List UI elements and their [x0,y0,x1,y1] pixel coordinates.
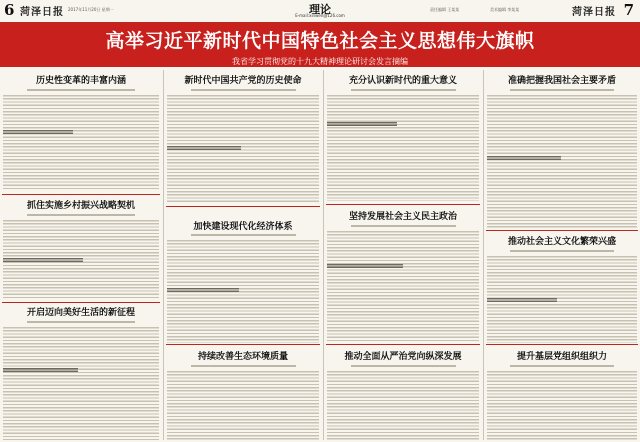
section-rule [486,344,638,345]
article-subheading [487,298,557,303]
article-byline [488,89,636,92]
article-subheading [3,368,78,373]
article-body [327,371,479,440]
article-byline [4,321,158,324]
section-rule [166,344,320,345]
section-rule [166,206,320,207]
article-subheading [3,258,83,263]
section-rule [486,230,638,231]
article-body [167,371,319,440]
article-byline [168,234,318,237]
section-rule [2,302,160,303]
article-byline [168,365,318,368]
article-body [327,231,479,343]
right-page-number: 7 [623,1,634,19]
article-body [327,95,479,201]
article-title: 坚持发展社会主义民主政治 [348,212,457,222]
article-title: 充分认识新时代的重大意义 [348,76,457,86]
article-title: 加快建设现代化经济体系 [193,222,293,232]
column-3 [324,68,482,442]
article-subheading [327,264,403,269]
masthead-right: 菏泽日报 [572,7,616,18]
column-1 [0,68,162,442]
banner-headline: 高举习近平新时代中国特色社会主义思想伟大旗帜 [105,30,535,52]
article-body [3,327,159,440]
article-byline [4,89,158,92]
article-byline [328,225,478,228]
section-email: E-mail:xinwen@126.com [295,13,345,18]
article-subheading [3,130,73,135]
right-meta-2: 美术编辑 李某某 [490,7,520,12]
article-byline [488,250,636,253]
article-title: 新时代中国共产党的历史使命 [184,76,302,86]
page-header [0,0,640,23]
left-meta: 2017年11月20日 星期一 [68,7,114,12]
section-title: 理论 [309,3,331,16]
column-4 [484,68,640,442]
article-byline [328,365,478,368]
article-byline [4,214,158,217]
article-title: 推动全面从严治党向纵深发展 [344,352,462,362]
section-rule [326,204,480,205]
article-title: 提升基层党组织组织力 [516,352,607,362]
article-body [487,371,637,440]
article-title: 推动社会主义文化繁荣兴盛 [507,237,616,247]
right-meta-1: 责任编辑 王某某 [430,7,460,12]
article-title: 历史性变革的丰富内涵 [35,76,126,86]
article-subheading [487,156,561,161]
article-body [3,95,159,191]
banner-subheadline: 我省学习贯彻党的十九大精神理论研讨会发言摘编 [232,57,408,66]
left-page-number: 6 [4,1,15,19]
article-body [487,95,637,228]
article-title: 持续改善生态环境质量 [197,352,288,362]
headline-banner [0,23,640,67]
article-title: 开启迈向美好生活的新征程 [26,308,135,318]
article-byline [488,365,636,368]
section-rule [326,344,480,345]
article-subheading [167,146,241,151]
masthead-left: 菏泽日报 [20,7,64,18]
article-byline [168,89,318,92]
article-byline [328,89,478,92]
article-subheading [167,288,239,293]
article-subheading [327,122,397,127]
column-2 [164,68,322,442]
article-title: 准确把握我国社会主要矛盾 [507,76,616,86]
article-title: 抓住实施乡村振兴战略契机 [26,201,135,211]
section-rule [2,194,160,195]
